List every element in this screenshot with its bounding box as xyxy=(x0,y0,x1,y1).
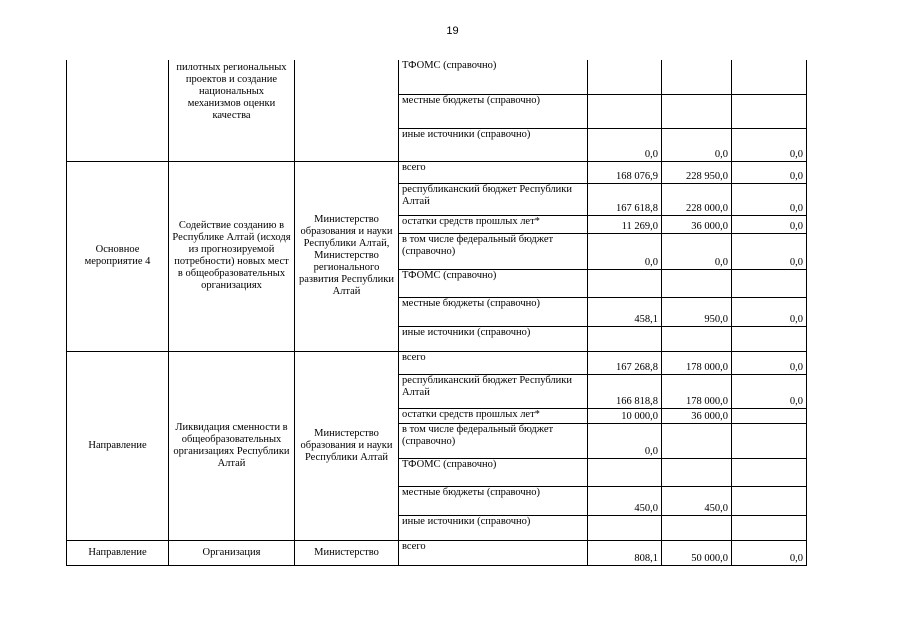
amount-cell-3 xyxy=(732,60,807,94)
amount-cell-2 xyxy=(662,423,732,458)
amount-cell-3 xyxy=(732,458,807,486)
amount-cell-2: 228 000,0 xyxy=(662,183,732,215)
amount-cell-3 xyxy=(732,515,807,540)
amount-cell-3: 0,0 xyxy=(732,297,807,326)
amount-cell-2: 36 000,0 xyxy=(662,215,732,233)
executor-cell: Министерство xyxy=(295,540,399,565)
funding-source-cell: республиканский бюджет Республики Алтай xyxy=(399,183,588,215)
measure-title-cell: Ликвидация сменности в общеобразовательных организациях Республики Алтай xyxy=(169,351,295,540)
amount-cell-1: 167 618,8 xyxy=(588,183,662,215)
funding-source-cell: иные источники (справочно) xyxy=(399,515,588,540)
budget-table xyxy=(66,60,807,566)
amount-cell-2 xyxy=(662,515,732,540)
funding-source-cell: иные источники (справочно) xyxy=(399,326,588,351)
amount-cell-2: 0,0 xyxy=(662,233,732,269)
funding-source-cell: местные бюджеты (справочно) xyxy=(399,486,588,515)
amount-cell-2: 36 000,0 xyxy=(662,408,732,423)
amount-cell-1: 10 000,0 xyxy=(588,408,662,423)
measure-cell xyxy=(67,60,169,161)
amount-cell-1 xyxy=(588,515,662,540)
amount-cell-1: 167 268,8 xyxy=(588,351,662,374)
amount-cell-3: 0,0 xyxy=(732,374,807,408)
funding-source-cell: остатки средств прошлых лет* xyxy=(399,408,588,423)
amount-cell-1: 0,0 xyxy=(588,128,662,161)
amount-cell-1: 458,1 xyxy=(588,297,662,326)
amount-cell-3 xyxy=(732,486,807,515)
amount-cell-3: 0,0 xyxy=(732,540,807,565)
amount-cell-1: 0,0 xyxy=(588,423,662,458)
amount-cell-1 xyxy=(588,326,662,351)
funding-source-cell: местные бюджеты (справочно) xyxy=(399,297,588,326)
table-row xyxy=(67,540,807,565)
funding-source-cell: иные источники (справочно) xyxy=(399,128,588,161)
measure-cell: Основное мероприятие 4 xyxy=(67,161,169,351)
amount-cell-3 xyxy=(732,326,807,351)
measure-title-cell: Содействие созданию в Республике Алтай (исходя из прогнозируемой потребности) новых мест в общеобразовательных организациях xyxy=(169,161,295,351)
page-number: 19 xyxy=(446,25,459,37)
measure-title-cell: Организация xyxy=(169,540,295,565)
amount-cell-2: 0,0 xyxy=(662,128,732,161)
amount-cell-1 xyxy=(588,60,662,94)
budget-table-body xyxy=(67,60,807,565)
funding-source-cell: всего xyxy=(399,161,588,183)
funding-source-cell: в том числе федеральный бюджет (справочно) xyxy=(399,233,588,269)
funding-source-cell: ТФОМС (справочно) xyxy=(399,269,588,297)
amount-cell-1: 808,1 xyxy=(588,540,662,565)
amount-cell-3: 0,0 xyxy=(732,128,807,161)
executor-cell: Министерство образования и науки Республики Алтай, Министерство регионального развития Республики Алтай xyxy=(295,161,399,351)
table-row xyxy=(67,60,807,94)
amount-cell-3: 0,0 xyxy=(732,215,807,233)
amount-cell-1 xyxy=(588,94,662,128)
amount-cell-2: 50 000,0 xyxy=(662,540,732,565)
amount-cell-1: 166 818,8 xyxy=(588,374,662,408)
executor-cell: Министерство образования и науки Республики Алтай xyxy=(295,351,399,540)
funding-source-cell: в том числе федеральный бюджет (справочно) xyxy=(399,423,588,458)
funding-source-cell: всего xyxy=(399,540,588,565)
amount-cell-2 xyxy=(662,269,732,297)
measure-cell: Направление xyxy=(67,351,169,540)
amount-cell-3 xyxy=(732,94,807,128)
table-row xyxy=(67,161,807,183)
funding-source-cell: всего xyxy=(399,351,588,374)
amount-cell-1 xyxy=(588,458,662,486)
amount-cell-2: 228 950,0 xyxy=(662,161,732,183)
executor-cell xyxy=(295,60,399,161)
funding-source-cell: местные бюджеты (справочно) xyxy=(399,94,588,128)
amount-cell-2: 450,0 xyxy=(662,486,732,515)
funding-source-cell: остатки средств прошлых лет* xyxy=(399,215,588,233)
amount-cell-1 xyxy=(588,269,662,297)
amount-cell-3 xyxy=(732,408,807,423)
amount-cell-1: 0,0 xyxy=(588,233,662,269)
amount-cell-1: 168 076,9 xyxy=(588,161,662,183)
table-row xyxy=(67,351,807,374)
amount-cell-2 xyxy=(662,94,732,128)
amount-cell-2: 950,0 xyxy=(662,297,732,326)
amount-cell-3 xyxy=(732,269,807,297)
measure-cell: Направление xyxy=(67,540,169,565)
amount-cell-2 xyxy=(662,326,732,351)
amount-cell-3: 0,0 xyxy=(732,233,807,269)
amount-cell-2 xyxy=(662,458,732,486)
amount-cell-3 xyxy=(732,423,807,458)
amount-cell-3: 0,0 xyxy=(732,351,807,374)
funding-source-cell: республиканский бюджет Республики Алтай xyxy=(399,374,588,408)
funding-source-cell: ТФОМС (справочно) xyxy=(399,458,588,486)
amount-cell-2: 178 000,0 xyxy=(662,351,732,374)
amount-cell-1: 11 269,0 xyxy=(588,215,662,233)
amount-cell-2: 178 000,0 xyxy=(662,374,732,408)
amount-cell-3: 0,0 xyxy=(732,161,807,183)
funding-source-cell: ТФОМС (справочно) xyxy=(399,60,588,94)
measure-title-cell: пилотных региональных проектов и создание национальных механизмов оценки качества xyxy=(169,60,295,161)
amount-cell-2 xyxy=(662,60,732,94)
amount-cell-1: 450,0 xyxy=(588,486,662,515)
amount-cell-3: 0,0 xyxy=(732,183,807,215)
